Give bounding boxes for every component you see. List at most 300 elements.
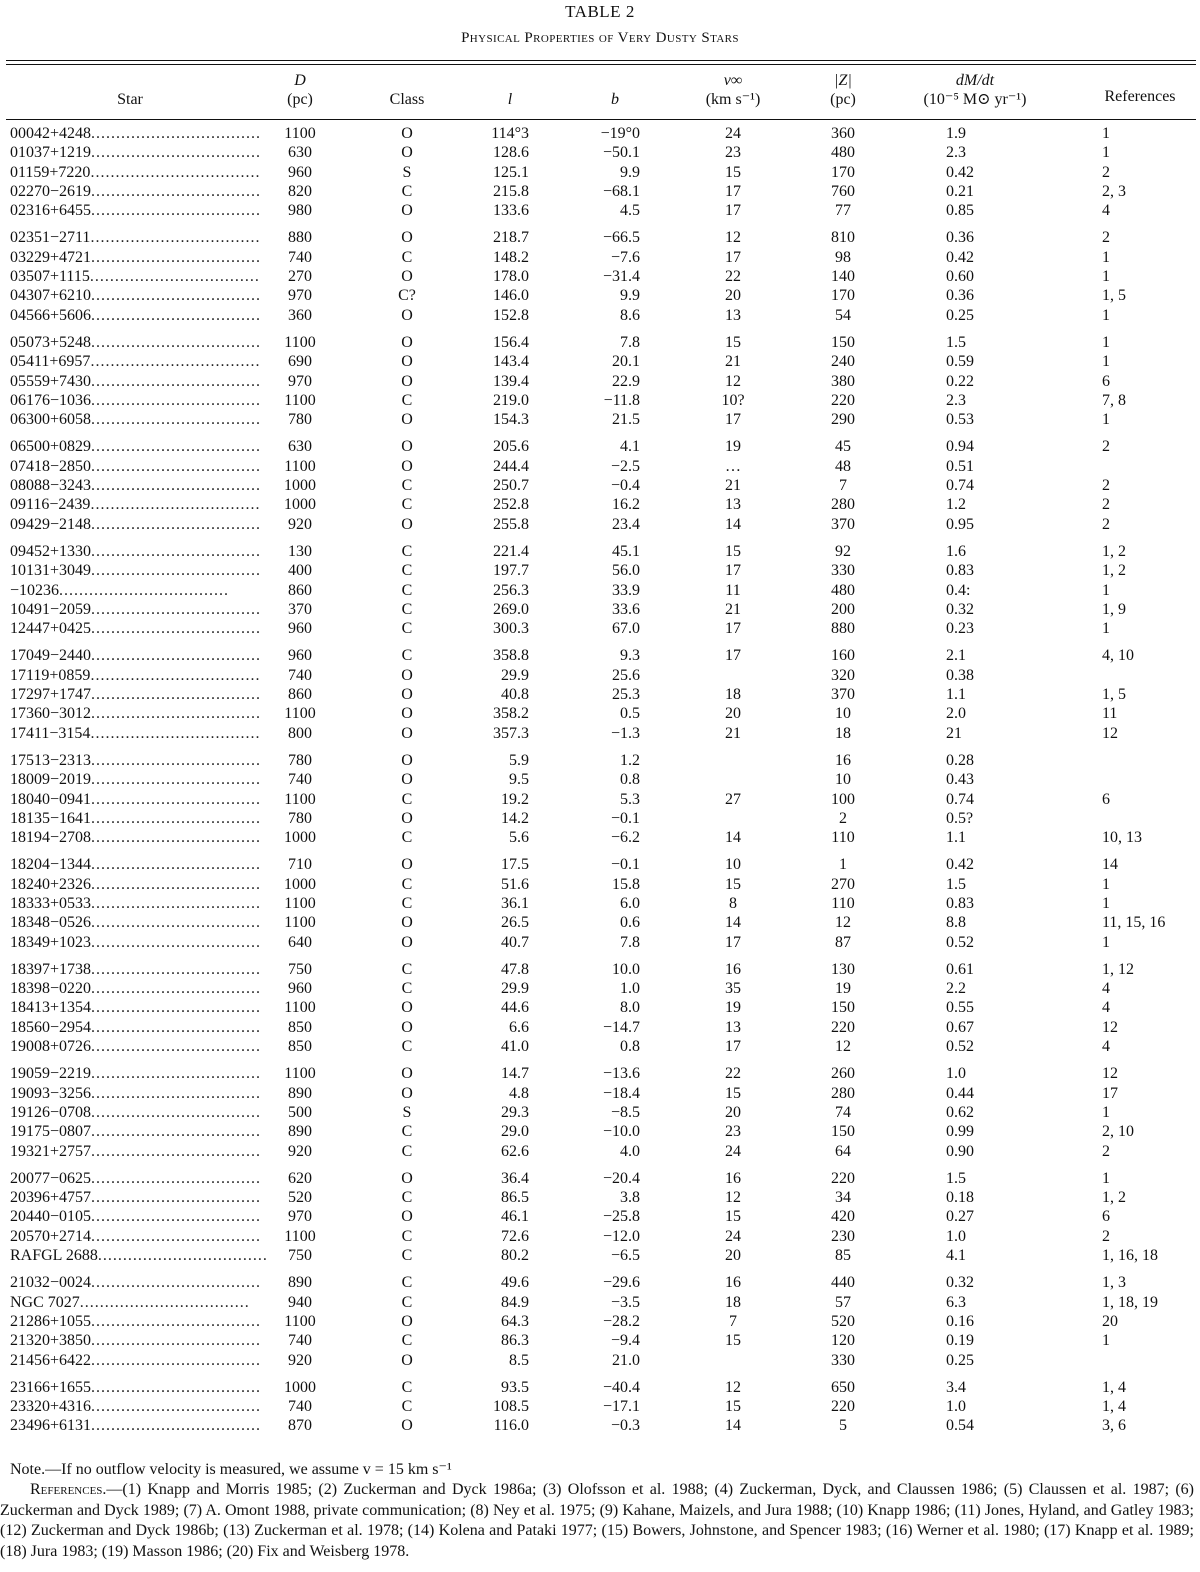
distance-cell: 970 <box>288 1208 312 1226</box>
mass-loss-rate-cell: 1.9 <box>946 125 966 142</box>
distance-cell: 860 <box>288 581 312 599</box>
star-name-text: 23166+1655 <box>10 1378 92 1396</box>
height-z-cell: 10 <box>835 705 851 723</box>
header-d-symbol: D <box>294 72 306 89</box>
outflow-velocity-cell: 20 <box>725 1103 741 1121</box>
mass-loss-rate-cell: 0.32 <box>946 600 974 618</box>
header-mdot-symbol: dM/dt <box>955 72 995 89</box>
star-name-cell <box>10 457 272 476</box>
latitude-cell: −9.4 <box>610 1332 640 1350</box>
latitude-cell: 9.9 <box>620 163 640 181</box>
star-name-text: 20077−0625 <box>10 1169 92 1187</box>
table-row <box>0 1378 1200 1397</box>
latitude-cell: 7.8 <box>620 933 640 951</box>
leader-dots: .................................. <box>91 1312 262 1330</box>
longitude-cell: 114°3 <box>491 125 529 142</box>
star-name-cell <box>10 495 272 514</box>
outflow-velocity-cell: 20 <box>725 287 741 305</box>
height-z-cell: 380 <box>831 372 855 390</box>
latitude-cell: 0.5 <box>620 705 640 723</box>
references-cell: 2 <box>1102 496 1110 514</box>
star-name-cell <box>10 828 272 847</box>
height-z-cell: 45 <box>835 438 851 456</box>
class-cell: C <box>401 1038 413 1056</box>
references-cell: 12 <box>1102 1018 1118 1036</box>
latitude-cell: 0.6 <box>620 914 640 932</box>
star-name-cell <box>10 182 272 201</box>
star-name-cell <box>10 619 272 638</box>
class-cell: O <box>401 515 413 533</box>
outflow-velocity-cell: 22 <box>725 1065 741 1083</box>
latitude-cell: −0.3 <box>610 1417 640 1435</box>
leader-dots: .................................. <box>91 182 262 200</box>
class-cell: O <box>401 724 413 742</box>
table-row <box>0 410 1200 429</box>
class-cell: O <box>401 333 413 351</box>
star-name-cell <box>10 600 272 619</box>
outflow-velocity-cell: 35 <box>725 980 741 998</box>
height-z-cell: 880 <box>831 620 855 638</box>
leader-dots: .................................. <box>90 229 261 247</box>
star-name-text: 19175−0807 <box>10 1123 92 1141</box>
outflow-velocity-cell: 21 <box>725 353 741 371</box>
leader-dots: .................................. <box>91 1084 262 1102</box>
table-row <box>0 476 1200 495</box>
class-cell: O <box>401 856 413 874</box>
latitude-cell: −25.8 <box>602 1208 640 1226</box>
class-cell: O <box>401 457 413 475</box>
height-z-cell: 480 <box>831 581 855 599</box>
distance-cell: 520 <box>288 1189 312 1207</box>
outflow-velocity-cell: 18 <box>725 686 741 704</box>
height-z-cell: 760 <box>831 182 855 200</box>
outflow-velocity-cell: 21 <box>725 600 741 618</box>
outflow-velocity-cell: 18 <box>725 1293 741 1311</box>
distance-cell: 1100 <box>284 457 316 475</box>
references-cell: 2 <box>1102 229 1110 247</box>
leader-dots: .................................. <box>91 856 262 874</box>
height-z-cell: 240 <box>831 353 855 371</box>
height-z-cell: 220 <box>831 1018 855 1036</box>
mass-loss-rate-cell: 0.67 <box>946 1018 974 1036</box>
outflow-velocity-cell: 15 <box>725 163 741 181</box>
table-row <box>0 1103 1200 1122</box>
latitude-cell: −14.7 <box>602 1018 640 1036</box>
latitude-cell: −18.4 <box>602 1084 640 1102</box>
table-row <box>0 1227 1200 1246</box>
distance-cell: 270 <box>288 268 312 286</box>
distance-cell: 1000 <box>284 496 316 514</box>
outflow-velocity-cell: 14 <box>725 1417 741 1435</box>
longitude-cell: 19.2 <box>501 790 529 808</box>
latitude-cell: 8.6 <box>620 306 640 324</box>
star-name-text: 10491−2059 <box>10 600 92 618</box>
leader-dots: .................................. <box>91 1398 262 1416</box>
latitude-cell: −2.5 <box>610 457 640 475</box>
star-name-text: 17297+1747 <box>10 686 92 704</box>
longitude-cell: 125.1 <box>493 163 529 181</box>
star-name-text: 17360−3012 <box>10 705 92 723</box>
star-name-cell <box>10 581 272 600</box>
header-z-symbol: |Z| <box>834 72 852 89</box>
mass-loss-rate-cell: 0.59 <box>946 353 974 371</box>
star-name-cell <box>10 855 272 874</box>
references-cell: 1 <box>1102 268 1110 286</box>
class-cell: O <box>401 686 413 704</box>
class-cell: C <box>401 1293 413 1311</box>
latitude-cell: 6.0 <box>620 894 640 912</box>
distance-cell: 1100 <box>284 894 316 912</box>
star-name-cell <box>10 143 272 162</box>
latitude-cell: 1.0 <box>620 980 640 998</box>
header-l <box>480 91 540 109</box>
class-cell: C <box>401 496 413 514</box>
leader-dots: .................................. <box>91 1169 262 1187</box>
star-name-text: 17411−3154 <box>10 724 91 742</box>
longitude-cell: 5.9 <box>509 751 529 769</box>
mass-loss-rate-cell: 0.54 <box>946 1417 974 1435</box>
leader-dots: .................................. <box>91 1274 262 1292</box>
height-z-cell: 260 <box>831 1065 855 1083</box>
mass-loss-rate-cell: 0.62 <box>946 1103 974 1121</box>
outflow-velocity-cell: 23 <box>725 1123 741 1141</box>
mass-loss-rate-cell: 0.85 <box>946 202 974 220</box>
height-z-cell: 7 <box>839 477 847 495</box>
mass-loss-rate-cell: 0.25 <box>946 306 974 324</box>
latitude-cell: 7.8 <box>620 333 640 351</box>
outflow-velocity-cell: 16 <box>725 1274 741 1292</box>
table-row <box>0 542 1200 561</box>
latitude-cell: −0.1 <box>610 809 640 827</box>
star-name-text: 17119+0859 <box>10 666 91 684</box>
distance-cell: 1100 <box>284 125 316 142</box>
mass-loss-rate-cell: 0.61 <box>946 960 974 978</box>
height-z-cell: 220 <box>831 1398 855 1416</box>
distance-cell: 620 <box>288 1169 312 1187</box>
star-name-cell <box>10 1122 272 1141</box>
table-row <box>0 391 1200 410</box>
table-row <box>0 201 1200 220</box>
references-cell: 1 <box>1102 620 1110 638</box>
mass-loss-rate-cell: 2.2 <box>946 980 966 998</box>
longitude-cell: 6.6 <box>509 1018 529 1036</box>
references-cell: 1 <box>1102 125 1110 142</box>
table-row <box>0 1331 1200 1350</box>
outflow-velocity-cell: 16 <box>725 1169 741 1187</box>
star-name-text: 10131+3049 <box>10 562 92 580</box>
star-name-cell <box>10 333 272 352</box>
star-name-cell <box>10 306 272 325</box>
leader-dots: .................................. <box>91 562 262 580</box>
longitude-cell: 5.6 <box>509 829 529 847</box>
latitude-cell: −13.6 <box>602 1065 640 1083</box>
table-row <box>0 495 1200 514</box>
latitude-cell: −28.2 <box>602 1312 640 1330</box>
latitude-cell: −6.2 <box>610 829 640 847</box>
longitude-cell: 62.6 <box>501 1142 529 1160</box>
outflow-velocity-cell: 23 <box>725 144 741 162</box>
top-rule-1 <box>6 60 1196 61</box>
star-name-cell <box>10 809 272 828</box>
header-star: Star <box>117 91 143 108</box>
leader-dots: .................................. <box>91 542 262 560</box>
star-name-text: 09452+1330 <box>10 542 92 560</box>
leader-dots: .................................. <box>91 933 262 951</box>
star-name-cell <box>10 1207 272 1226</box>
header-b-symbol: b <box>611 91 619 108</box>
distance-cell: 960 <box>288 620 312 638</box>
star-name-text: 01159+7220 <box>10 163 91 181</box>
mass-loss-rate-cell: 0.60 <box>946 268 974 286</box>
longitude-cell: 133.6 <box>493 202 529 220</box>
references-cell: 12 <box>1102 1065 1118 1083</box>
distance-cell: 1100 <box>284 1065 316 1083</box>
longitude-cell: 357.3 <box>493 724 529 742</box>
latitude-cell: 25.6 <box>612 666 640 684</box>
references-cell: 4 <box>1102 202 1110 220</box>
distance-cell: 360 <box>288 306 312 324</box>
references-cell: 2 <box>1102 438 1110 456</box>
table-row <box>0 286 1200 305</box>
leader-dots: .................................. <box>91 202 262 220</box>
table-row <box>0 828 1200 847</box>
longitude-cell: 29.9 <box>501 980 529 998</box>
table-row <box>0 581 1200 600</box>
distance-cell: 1100 <box>284 999 316 1017</box>
height-z-cell: 64 <box>835 1142 851 1160</box>
star-name-text: 03229+4721 <box>10 248 92 266</box>
class-cell: C <box>401 581 413 599</box>
class-cell: C <box>401 562 413 580</box>
distance-cell: 740 <box>288 248 312 266</box>
outflow-velocity-cell: 17 <box>725 248 741 266</box>
table-row <box>0 352 1200 371</box>
height-z-cell: 270 <box>831 875 855 893</box>
star-name-cell <box>10 1397 272 1416</box>
class-cell: O <box>401 144 413 162</box>
distance-cell: 740 <box>288 771 312 789</box>
height-z-cell: 160 <box>831 647 855 665</box>
height-z-cell: 16 <box>835 751 851 769</box>
references-cell: 2 <box>1102 477 1110 495</box>
table-row <box>0 979 1200 998</box>
references-cell: 1 <box>1102 411 1110 429</box>
height-z-cell: 170 <box>831 163 855 181</box>
outflow-velocity-cell: 27 <box>725 790 741 808</box>
class-cell: O <box>401 1169 413 1187</box>
mass-loss-rate-cell: 1.0 <box>946 1398 966 1416</box>
references-cell: 1, 4 <box>1102 1378 1126 1396</box>
height-z-cell: 650 <box>831 1378 855 1396</box>
outflow-velocity-cell: 22 <box>725 268 741 286</box>
distance-cell: 940 <box>288 1293 312 1311</box>
class-cell: O <box>401 438 413 456</box>
longitude-cell: 80.2 <box>501 1247 529 1265</box>
mass-loss-rate-cell: 6.3 <box>946 1293 966 1311</box>
distance-cell: 890 <box>288 1084 312 1102</box>
references-cell: 1 <box>1102 933 1110 951</box>
latitude-cell: −8.5 <box>610 1103 640 1121</box>
outflow-velocity-cell: 17 <box>725 933 741 951</box>
height-z-cell: 370 <box>831 515 855 533</box>
class-cell: C <box>401 391 413 409</box>
longitude-cell: 156.4 <box>493 333 529 351</box>
references-cell: 1 <box>1102 875 1110 893</box>
outflow-velocity-cell: 12 <box>725 372 741 390</box>
height-z-cell: 12 <box>835 914 851 932</box>
mass-loss-rate-cell: 0.99 <box>946 1123 974 1141</box>
leader-dots: .................................. <box>91 771 262 789</box>
class-cell: O <box>401 411 413 429</box>
longitude-cell: 41.0 <box>501 1038 529 1056</box>
longitude-cell: 49.6 <box>501 1274 529 1292</box>
mass-loss-rate-cell: 0.42 <box>946 248 974 266</box>
class-cell: O <box>401 914 413 932</box>
distance-cell: 890 <box>288 1274 312 1292</box>
header-rule <box>6 119 1196 120</box>
height-z-cell: 150 <box>831 1123 855 1141</box>
longitude-cell: 51.6 <box>501 875 529 893</box>
height-z-cell: 77 <box>835 202 851 220</box>
table-row <box>0 646 1200 665</box>
outflow-velocity-cell: 14 <box>725 515 741 533</box>
references-cell: 1, 9 <box>1102 600 1126 618</box>
star-name-text: 21456+6422 <box>10 1351 92 1369</box>
star-name-cell <box>10 998 272 1017</box>
class-cell: C <box>401 1274 413 1292</box>
table-row <box>0 704 1200 723</box>
class-cell: C <box>401 1142 413 1160</box>
references-cell: 4 <box>1102 1038 1110 1056</box>
leader-dots: .................................. <box>91 620 262 638</box>
header-references: References <box>1104 88 1176 105</box>
leader-dots: .................................. <box>91 333 262 351</box>
height-z-cell: 5 <box>839 1417 847 1435</box>
class-cell: C <box>401 542 413 560</box>
references-cell: 1 <box>1102 894 1110 912</box>
longitude-cell: 152.8 <box>493 306 529 324</box>
mass-loss-rate-cell: 0.53 <box>946 411 974 429</box>
distance-cell: 850 <box>288 1018 312 1036</box>
longitude-cell: 46.1 <box>501 1208 529 1226</box>
longitude-cell: 300.3 <box>493 620 529 638</box>
height-z-cell: 290 <box>831 411 855 429</box>
references-cell: 1, 16, 18 <box>1102 1247 1158 1265</box>
height-z-cell: 520 <box>831 1312 855 1330</box>
longitude-cell: 40.8 <box>501 686 529 704</box>
star-name-cell <box>10 685 272 704</box>
distance-cell: 690 <box>288 353 312 371</box>
latitude-cell: −10.0 <box>602 1123 640 1141</box>
star-name-text: 05073+5248 <box>10 333 92 351</box>
mass-loss-rate-cell: 0.32 <box>946 1274 974 1292</box>
latitude-cell: 9.3 <box>620 647 640 665</box>
distance-cell: 370 <box>288 600 312 618</box>
leader-dots: .................................. <box>91 999 262 1017</box>
outflow-velocity-cell: 11 <box>725 581 741 599</box>
longitude-cell: 358.8 <box>493 647 529 665</box>
height-z-cell: 48 <box>835 457 851 475</box>
references-cell: 1 <box>1102 1332 1110 1350</box>
distance-cell: 1100 <box>284 1312 316 1330</box>
leader-dots: .................................. <box>90 666 261 684</box>
height-z-cell: 92 <box>835 542 851 560</box>
star-name-cell <box>10 960 272 979</box>
longitude-cell: 154.3 <box>493 411 529 429</box>
mass-loss-rate-cell: 0.74 <box>946 790 974 808</box>
star-name-cell <box>10 770 272 789</box>
star-name-cell <box>10 248 272 267</box>
distance-cell: 780 <box>288 751 312 769</box>
latitude-cell: −20.4 <box>602 1169 640 1187</box>
distance-cell: 1100 <box>284 391 316 409</box>
distance-cell: 850 <box>288 1038 312 1056</box>
star-name-text: 20440−0105 <box>10 1208 92 1226</box>
outflow-velocity-cell: 8 <box>729 894 737 912</box>
star-name-text: NGC 7027 <box>10 1293 80 1311</box>
height-z-cell: 440 <box>831 1274 855 1292</box>
latitude-cell: −0.4 <box>610 477 640 495</box>
latitude-cell: −50.1 <box>602 144 640 162</box>
latitude-cell: −6.5 <box>610 1247 640 1265</box>
distance-cell: 920 <box>288 1142 312 1160</box>
leader-dots: .................................. <box>89 268 260 286</box>
class-cell: C <box>401 248 413 266</box>
table-row <box>0 1188 1200 1207</box>
table-row <box>0 1207 1200 1226</box>
longitude-cell: 218.7 <box>493 229 529 247</box>
latitude-cell: 5.3 <box>620 790 640 808</box>
references-cell: 17 <box>1102 1084 1118 1102</box>
star-name-text: 18560−2954 <box>10 1018 92 1036</box>
mass-loss-rate-cell: 0.38 <box>946 666 974 684</box>
outflow-velocity-cell: 17 <box>725 202 741 220</box>
references-cell: 1 <box>1102 1169 1110 1187</box>
references-cell: 14 <box>1102 856 1118 874</box>
star-name-cell <box>10 646 272 665</box>
outflow-velocity-cell: 10 <box>725 856 741 874</box>
star-name-cell <box>10 1331 272 1350</box>
class-cell: O <box>401 353 413 371</box>
mass-loss-rate-cell: 1.2 <box>946 496 966 514</box>
latitude-cell: 4.0 <box>620 1142 640 1160</box>
star-name-cell <box>10 1293 272 1312</box>
header-v <box>683 72 783 90</box>
distance-cell: 1000 <box>284 875 316 893</box>
height-z-cell: 200 <box>831 600 855 618</box>
star-name-text: 19321+2757 <box>10 1142 92 1160</box>
latitude-cell: −68.1 <box>602 182 640 200</box>
mass-loss-rate-cell: 0.18 <box>946 1189 974 1207</box>
leader-dots: .................................. <box>91 647 262 665</box>
class-cell: O <box>401 1208 413 1226</box>
references-cell: 1, 4 <box>1102 1398 1126 1416</box>
longitude-cell: 17.5 <box>501 856 529 874</box>
table-row <box>0 894 1200 913</box>
height-z-cell: 220 <box>831 391 855 409</box>
star-name-cell <box>10 1416 272 1435</box>
mass-loss-rate-cell: 1.0 <box>946 1227 966 1245</box>
leader-dots: .................................. <box>91 125 262 142</box>
distance-cell: 920 <box>288 1351 312 1369</box>
references-cell: 10, 13 <box>1102 829 1142 847</box>
header-mdot <box>900 72 1050 90</box>
star-name-cell <box>10 1227 272 1246</box>
star-name-text: 21320+3850 <box>10 1332 92 1350</box>
table-row <box>0 933 1200 952</box>
longitude-cell: 4.8 <box>509 1084 529 1102</box>
outflow-velocity-cell: 13 <box>725 496 741 514</box>
